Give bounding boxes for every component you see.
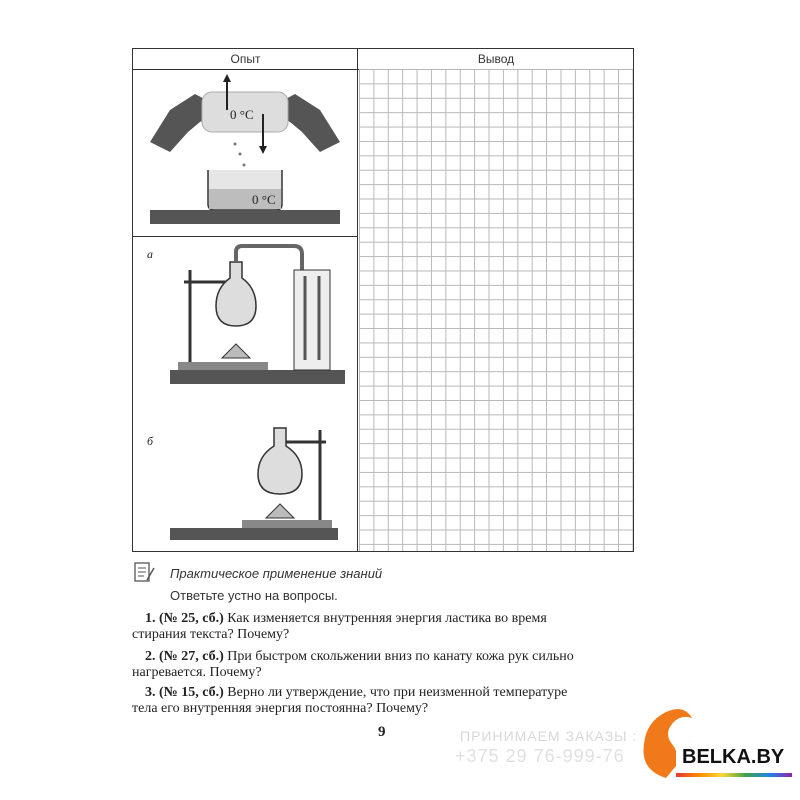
question-3-line2: тела его внутренняя энергия постоянна? Почему? — [132, 701, 429, 716]
table-surface — [150, 210, 340, 224]
round-flask — [258, 428, 302, 494]
base-plate — [170, 528, 338, 540]
row-label-a: а — [147, 247, 153, 261]
row-divider — [133, 236, 358, 237]
flask-heating-illustration — [170, 420, 350, 545]
question-2-line2: нагревается. Почему? — [132, 665, 262, 680]
round-flask — [216, 262, 256, 326]
question-1-line2: стирания текста? Почему? — [132, 627, 290, 642]
water-temp-label: 0 °C — [252, 192, 276, 207]
brand-name: BELKA.BY — [682, 746, 785, 768]
column-header-experiment: Опыт — [230, 52, 261, 66]
row-label-b: б — [147, 434, 154, 448]
question-1: 1. (№ 25, сб.) Как изменяется внутренняя энергия ластика во время — [145, 611, 547, 626]
conclusion-grid[interactable] — [359, 69, 633, 551]
ice-temp-label: 0 °C — [230, 107, 254, 122]
notepad-icon — [132, 560, 156, 584]
watermark-phone: +375 29 76-999-76 — [455, 746, 625, 766]
base-plate — [170, 370, 345, 384]
brand-badge — [676, 742, 792, 772]
page-number: 9 — [378, 724, 386, 740]
question-2: 2. (№ 27, сб.) При быстром скольжении вниз по канату кожа рук сильно — [145, 649, 574, 664]
section-instruction: Ответьте устно на вопросы. — [170, 588, 338, 603]
manometer — [294, 270, 330, 370]
burner-icon — [222, 344, 250, 358]
arrow-up-icon — [223, 74, 231, 82]
tube — [236, 246, 302, 270]
arrow-down-icon — [259, 146, 267, 154]
question-3: 3. (№ 15, сб.) Верно ли утверждение, что при неизменной температуре — [145, 685, 568, 700]
ice-melting-illustration — [140, 72, 350, 232]
column-header-conclusion: Вывод — [477, 52, 515, 66]
watermark-line1: ПРИНИМАЕМ ЗАКАЗЫ : — [460, 728, 638, 744]
flask-manometer-illustration — [170, 240, 350, 390]
section-title: Практическое применение знаний — [170, 566, 383, 581]
burner-icon — [266, 504, 294, 518]
brand-rainbow-bar — [676, 773, 792, 777]
column-divider — [357, 49, 358, 551]
